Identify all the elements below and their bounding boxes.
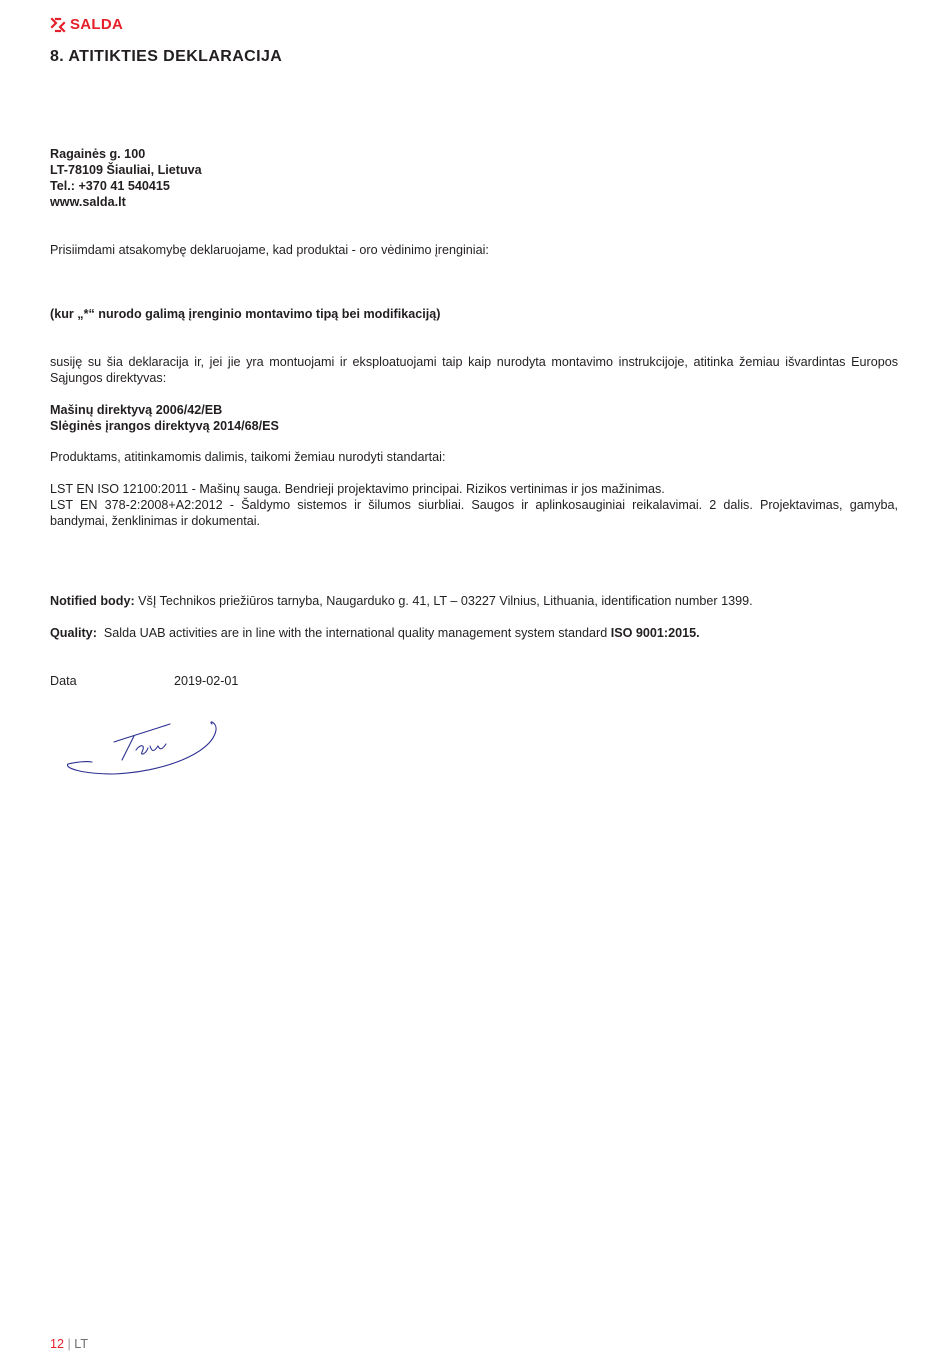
salda-logo-icon <box>50 17 66 33</box>
date-label: Data <box>50 674 77 688</box>
footer-separator: | <box>67 1337 71 1351</box>
standard-item: LST EN ISO 12100:2011 - Mašinų sauga. Bendrieji projektavimo principai. Rizikos vertinimas ir jos mažinimas. <box>50 482 665 496</box>
brand-name: SALDA <box>70 16 124 33</box>
address-city: LT-78109 Šiauliai, Lietuva <box>50 163 202 177</box>
company-address <box>50 146 202 210</box>
compliance-paragraph: susiję su šia deklaracija ir, jei jie yra montuojami ir eksploatuojami taip kaip nurodyta montavimo instrukcijoje, atitinka žemiau išvardintas Europos Sąjungos direktyvas: <box>50 355 898 385</box>
brand-logo <box>50 16 123 34</box>
quality-statement <box>50 625 898 641</box>
language-code: LT <box>74 1337 89 1351</box>
quality-standard: ISO 9001:2015. <box>610 626 700 640</box>
address-phone: Tel.: +370 41 540415 <box>50 179 170 193</box>
notified-body <box>50 593 898 609</box>
quality-label: Quality: <box>50 626 97 640</box>
address-street: Ragainės g. 100 <box>50 147 146 161</box>
declaration-intro: Prisiimdami atsakomybę deklaruojame, kad produktai - oro vėdinimo įrenginiai: <box>50 243 489 257</box>
directive-item: Slėginės įrangos direktyvą 2014/68/ES <box>50 419 279 433</box>
page-number: 12 <box>50 1337 65 1351</box>
standards-intro: Produktams, atitinkamomis dalimis, taikomi žemiau nurodyti standartai: <box>50 450 446 464</box>
date-value: 2019-02-01 <box>174 674 239 688</box>
quality-text: Salda UAB activities are in line with the international quality management system standard <box>96 626 611 640</box>
address-website: www.salda.lt <box>50 195 126 209</box>
directive-item: Mašinų direktyvą 2006/42/EB <box>50 403 223 417</box>
signature-image <box>62 716 222 780</box>
directives-list <box>50 402 898 434</box>
notified-body-label: Notified body: <box>50 594 135 608</box>
page-footer <box>50 1336 88 1352</box>
notified-body-text: VšĮ Technikos priežiūros tarnyba, Naugarduko g. 41, LT – 03227 Vilnius, Lithuania, identification number 1399. <box>134 594 753 608</box>
standards-list <box>50 481 898 529</box>
standard-item: LST EN 378-2:2008+A2:2012 - Šaldymo sistemos ir šilumos siurbliai. Saugos ir aplinkosauginiai reikalavimai. 2 dalis. Projektavimas, gamyba, bandymai, ženklinimas ir dokumentai. <box>50 498 898 528</box>
installation-note: (kur „*“ nurodo galimą įrenginio montavimo tipą bei modifikaciją) <box>50 307 441 321</box>
page-title: 8. ATITIKTIES DEKLARACIJA <box>50 48 283 65</box>
